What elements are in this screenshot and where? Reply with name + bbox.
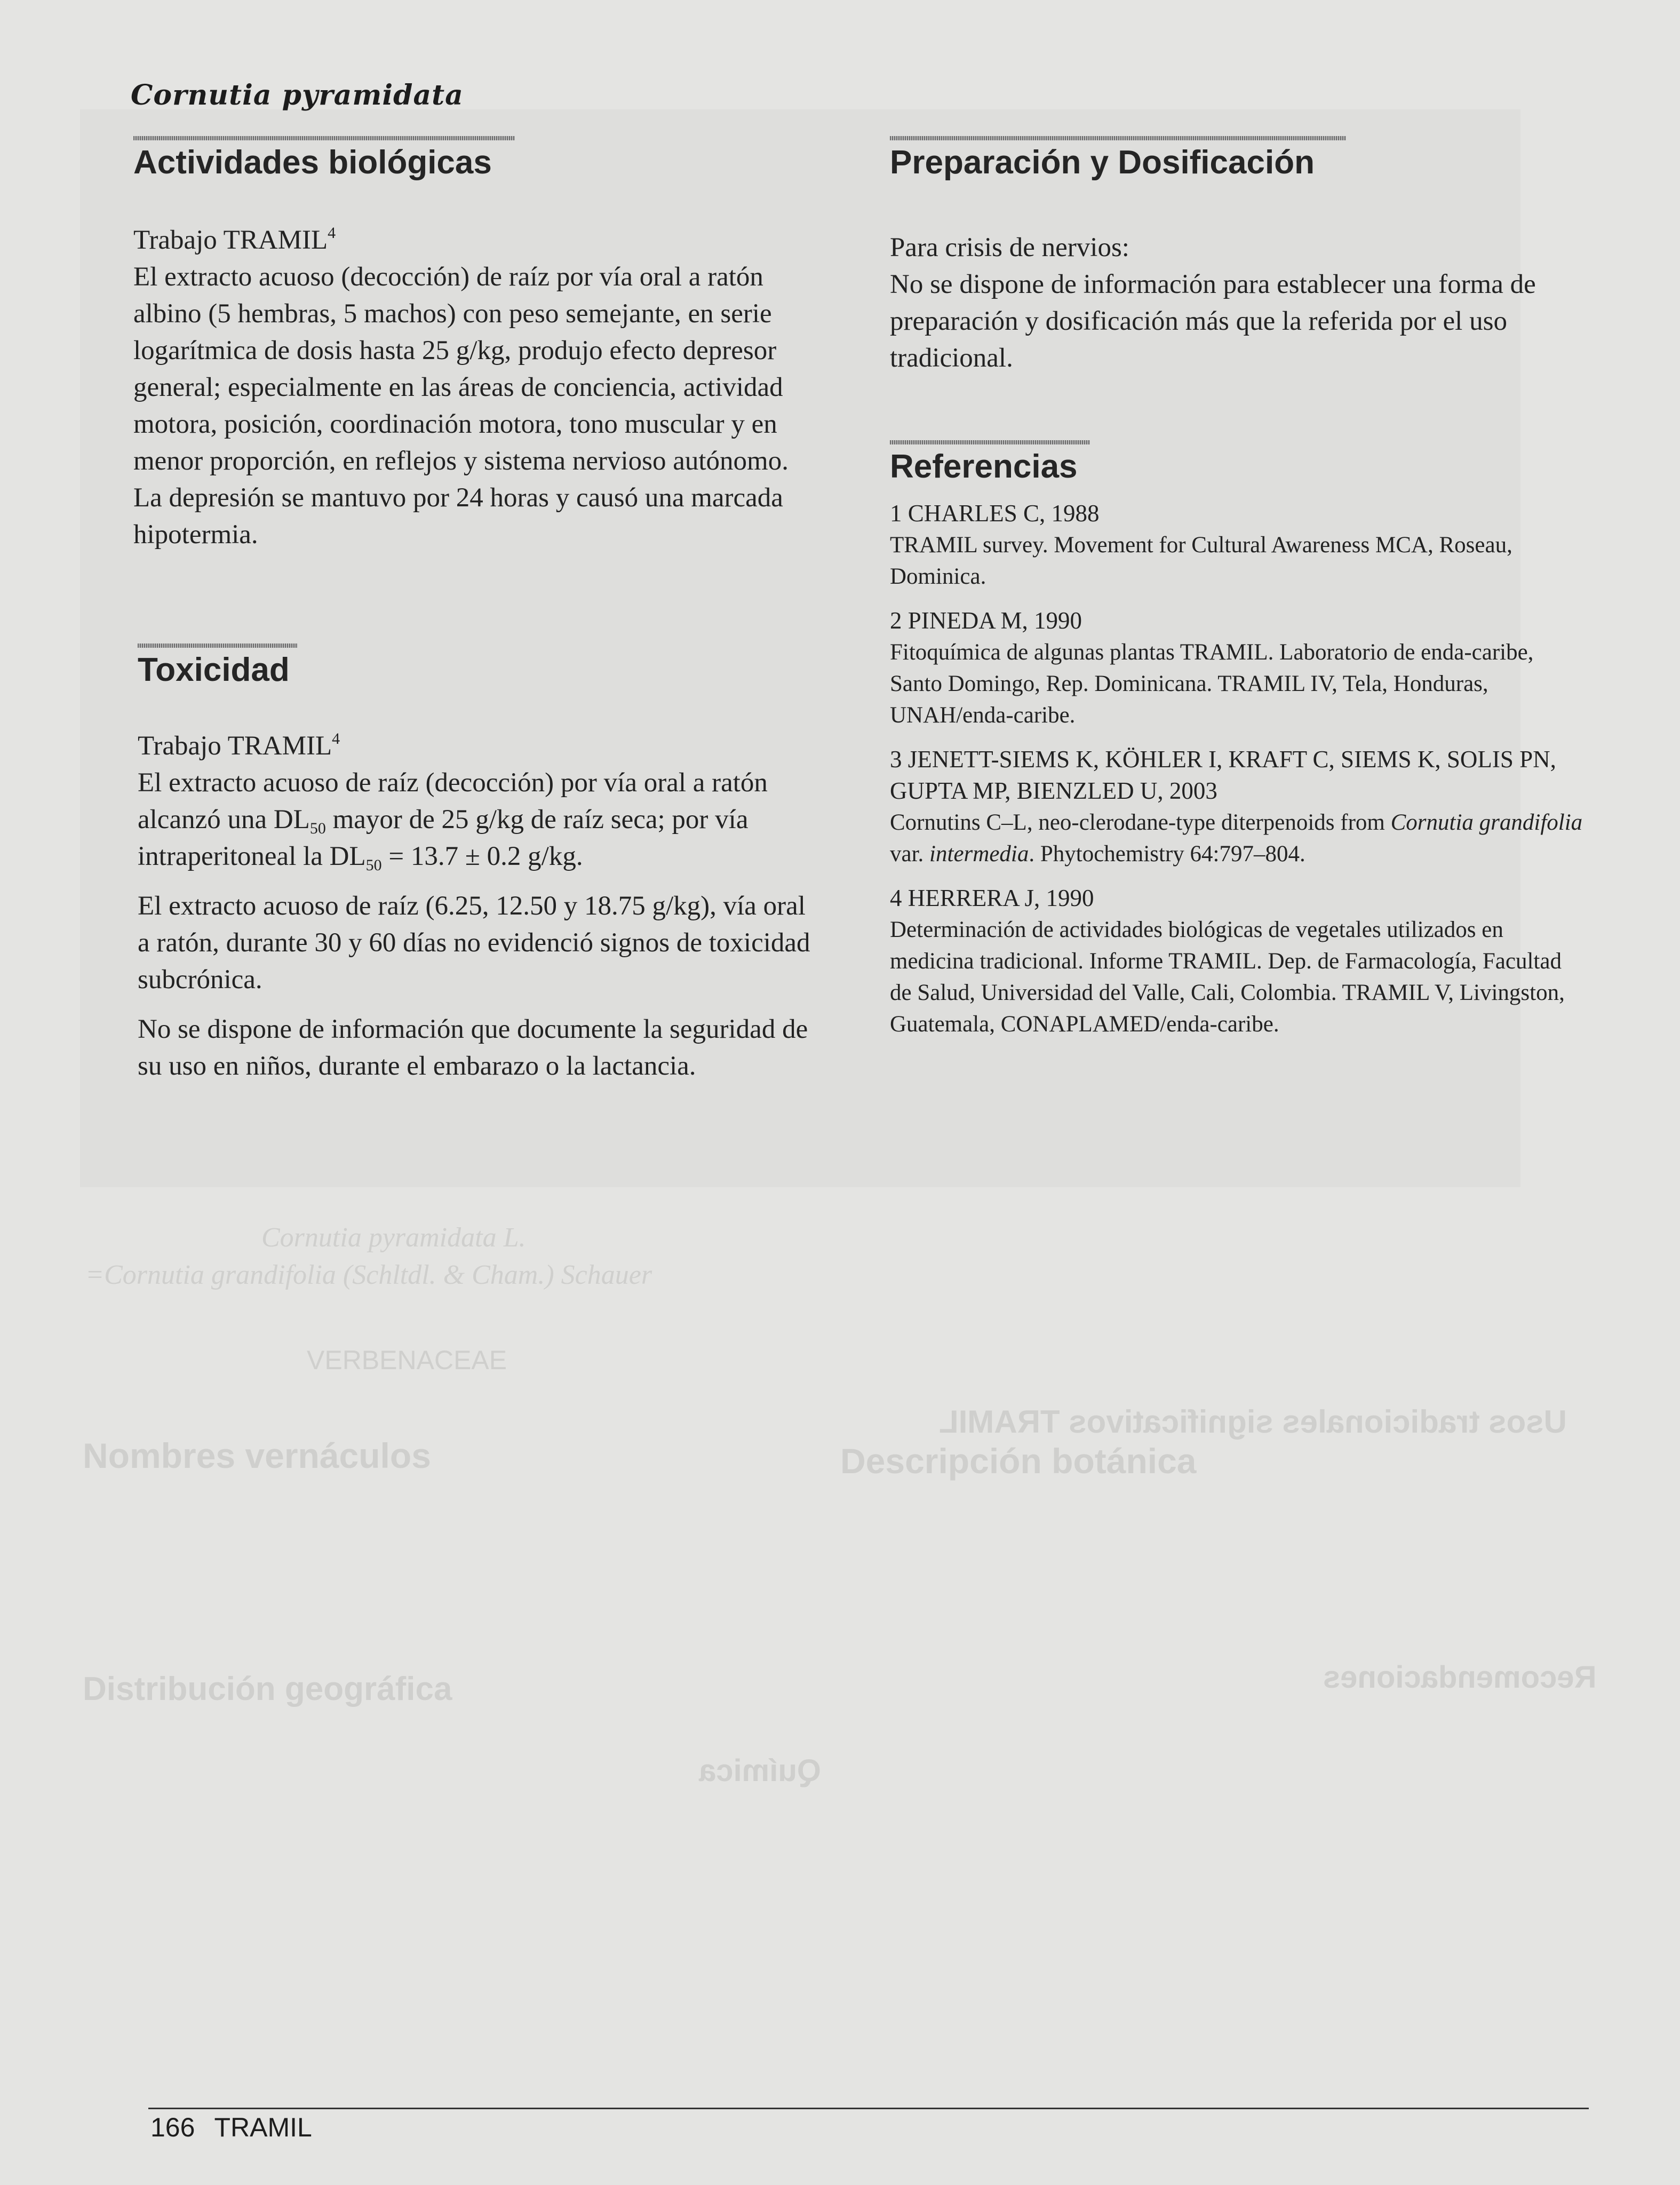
ghost-heading-recomendaciones: Recomendaciones [1323, 1660, 1597, 1695]
heading-toxicidad: Toxicidad [138, 651, 290, 689]
heading-preparacion: Preparación y Dosificación [890, 144, 1315, 181]
ghost-synonym: =Cornutia grandifolia (Schltdl. & Cham.) Schauer [85, 1260, 652, 1290]
reference-body: Fitoquímica de algunas plantas TRAMIL. Laboratorio de enda-caribe, Santo Domingo, Rep. Dominicana. TRAMIL IV, Tela, Honduras, UNAH/enda-caribe. [890, 639, 1534, 728]
reference-item [890, 883, 1589, 1040]
ghost-heading-usos: Usos tradicionales significativos TRAMIL [939, 1404, 1567, 1440]
reference-item [890, 605, 1589, 731]
reference-list [890, 498, 1589, 1040]
actividades-body [133, 222, 822, 553]
running-head: Cornutia pyramidata [131, 79, 464, 112]
footer-rule [148, 2108, 1589, 2109]
section-rule [890, 440, 1090, 444]
reference-body: Cornutins C–L, neo-clerodane-type diterpenoids from Cornutia grandifolia var. intermedia. Phytochemistry 64:797–804. [890, 809, 1583, 867]
ghost-heading-nombres: Nombres vernáculos [83, 1436, 431, 1475]
ghost-heading-quimica: Química [699, 1753, 821, 1788]
ghost-heading-descripcion: Descripción botánica [840, 1441, 1197, 1481]
left-column [133, 136, 822, 1098]
toxicidad-body [138, 728, 822, 1085]
preparacion-text: No se dispone de información para establecer una forma de preparación y dosificación más que la referida por el uso tradicional. [890, 269, 1536, 374]
section-rule [133, 136, 515, 140]
reference-item [890, 498, 1589, 592]
heading-referencias: Referencias [890, 448, 1078, 486]
reference-title: 2 PINEDA M, 1990 [890, 607, 1082, 634]
section-rule [890, 136, 1346, 140]
preparacion-line: Para crisis de nervios: [890, 233, 1129, 263]
toxicidad-source-ref: 4 [332, 729, 340, 748]
page-number: 166 [150, 2112, 195, 2142]
ghost-family: VERBENACEAE [307, 1345, 507, 1375]
actividades-source: Trabajo TRAMIL [133, 225, 328, 256]
footer [150, 2112, 331, 2143]
toxicidad-paragraph-1: El extracto acuoso de raíz (decocción) por vía oral a ratón alcanzó una $DL_{50}$ mayor de 25 g/kg de raíz seca; por vía intraperitoneal la $DL_{50} = 13.7 \pm 0.2$ g/kg. [138, 767, 768, 874]
right-column [890, 136, 1589, 1053]
actividades-source-ref: 4 [328, 224, 336, 242]
section-rule [138, 643, 298, 648]
footer-label: TRAMIL [214, 2112, 312, 2142]
reference-title: 1 CHARLES C, 1988 [890, 499, 1100, 527]
reference-title: 3 JENETT-SIEMS K, KÖHLER I, KRAFT C, SIEMS K, SOLIS PN, GUPTA MP, BIENZLED U, 2003 [890, 745, 1556, 804]
ghost-heading-distribucion: Distribución geográfica [83, 1671, 452, 1707]
heading-actividades: Actividades biológicas [133, 144, 492, 181]
ghost-species-name: Cornutia pyramidata L. [261, 1222, 526, 1253]
toxicidad-paragraph-2: El extracto acuoso de raíz (6.25, 12.50 y 18.75 g/kg), vía oral a ratón, durante 30 y 60 días no evidenció signos de toxicidad subcrónica. [138, 891, 810, 995]
toxicidad-paragraph-3: No se dispone de información que documente la seguridad de su uso en niños, durante el embarazo o la lactancia. [138, 1014, 808, 1081]
toxicidad-source: Trabajo TRAMIL [138, 730, 332, 761]
reference-body: Determinación de actividades biológicas de vegetales utilizados en medicina tradicional. Informe TRAMIL. Dep. de Farmacología, Facultad de Salud, Universidad del Valle, Cali, Colombia. TRAMIL V, Livingston, Guatemala, CONAPLAMED/enda-caribe. [890, 917, 1565, 1037]
reference-title: 4 HERRERA J, 1990 [890, 884, 1094, 911]
preparacion-body [890, 229, 1589, 377]
reference-item [890, 744, 1589, 870]
actividades-text: El extracto acuoso (decocción) de raíz por vía oral a ratón albino (5 hembras, 5 machos) con peso semejante, en serie logarítmica de dosis hasta 25 g/kg, produjo efecto depresor general; especialmente en las áreas de conciencia, actividad motora, posición, coordinación motora, tono muscular y en menor proporción, en reflejos y sistema nervioso autónomo. La depresión se mantuvo por 24 horas y causó una marcada hipotermia. [133, 262, 789, 550]
reference-body: TRAMIL survey. Movement for Cultural Awareness MCA, Roseau, Dominica. [890, 532, 1512, 589]
